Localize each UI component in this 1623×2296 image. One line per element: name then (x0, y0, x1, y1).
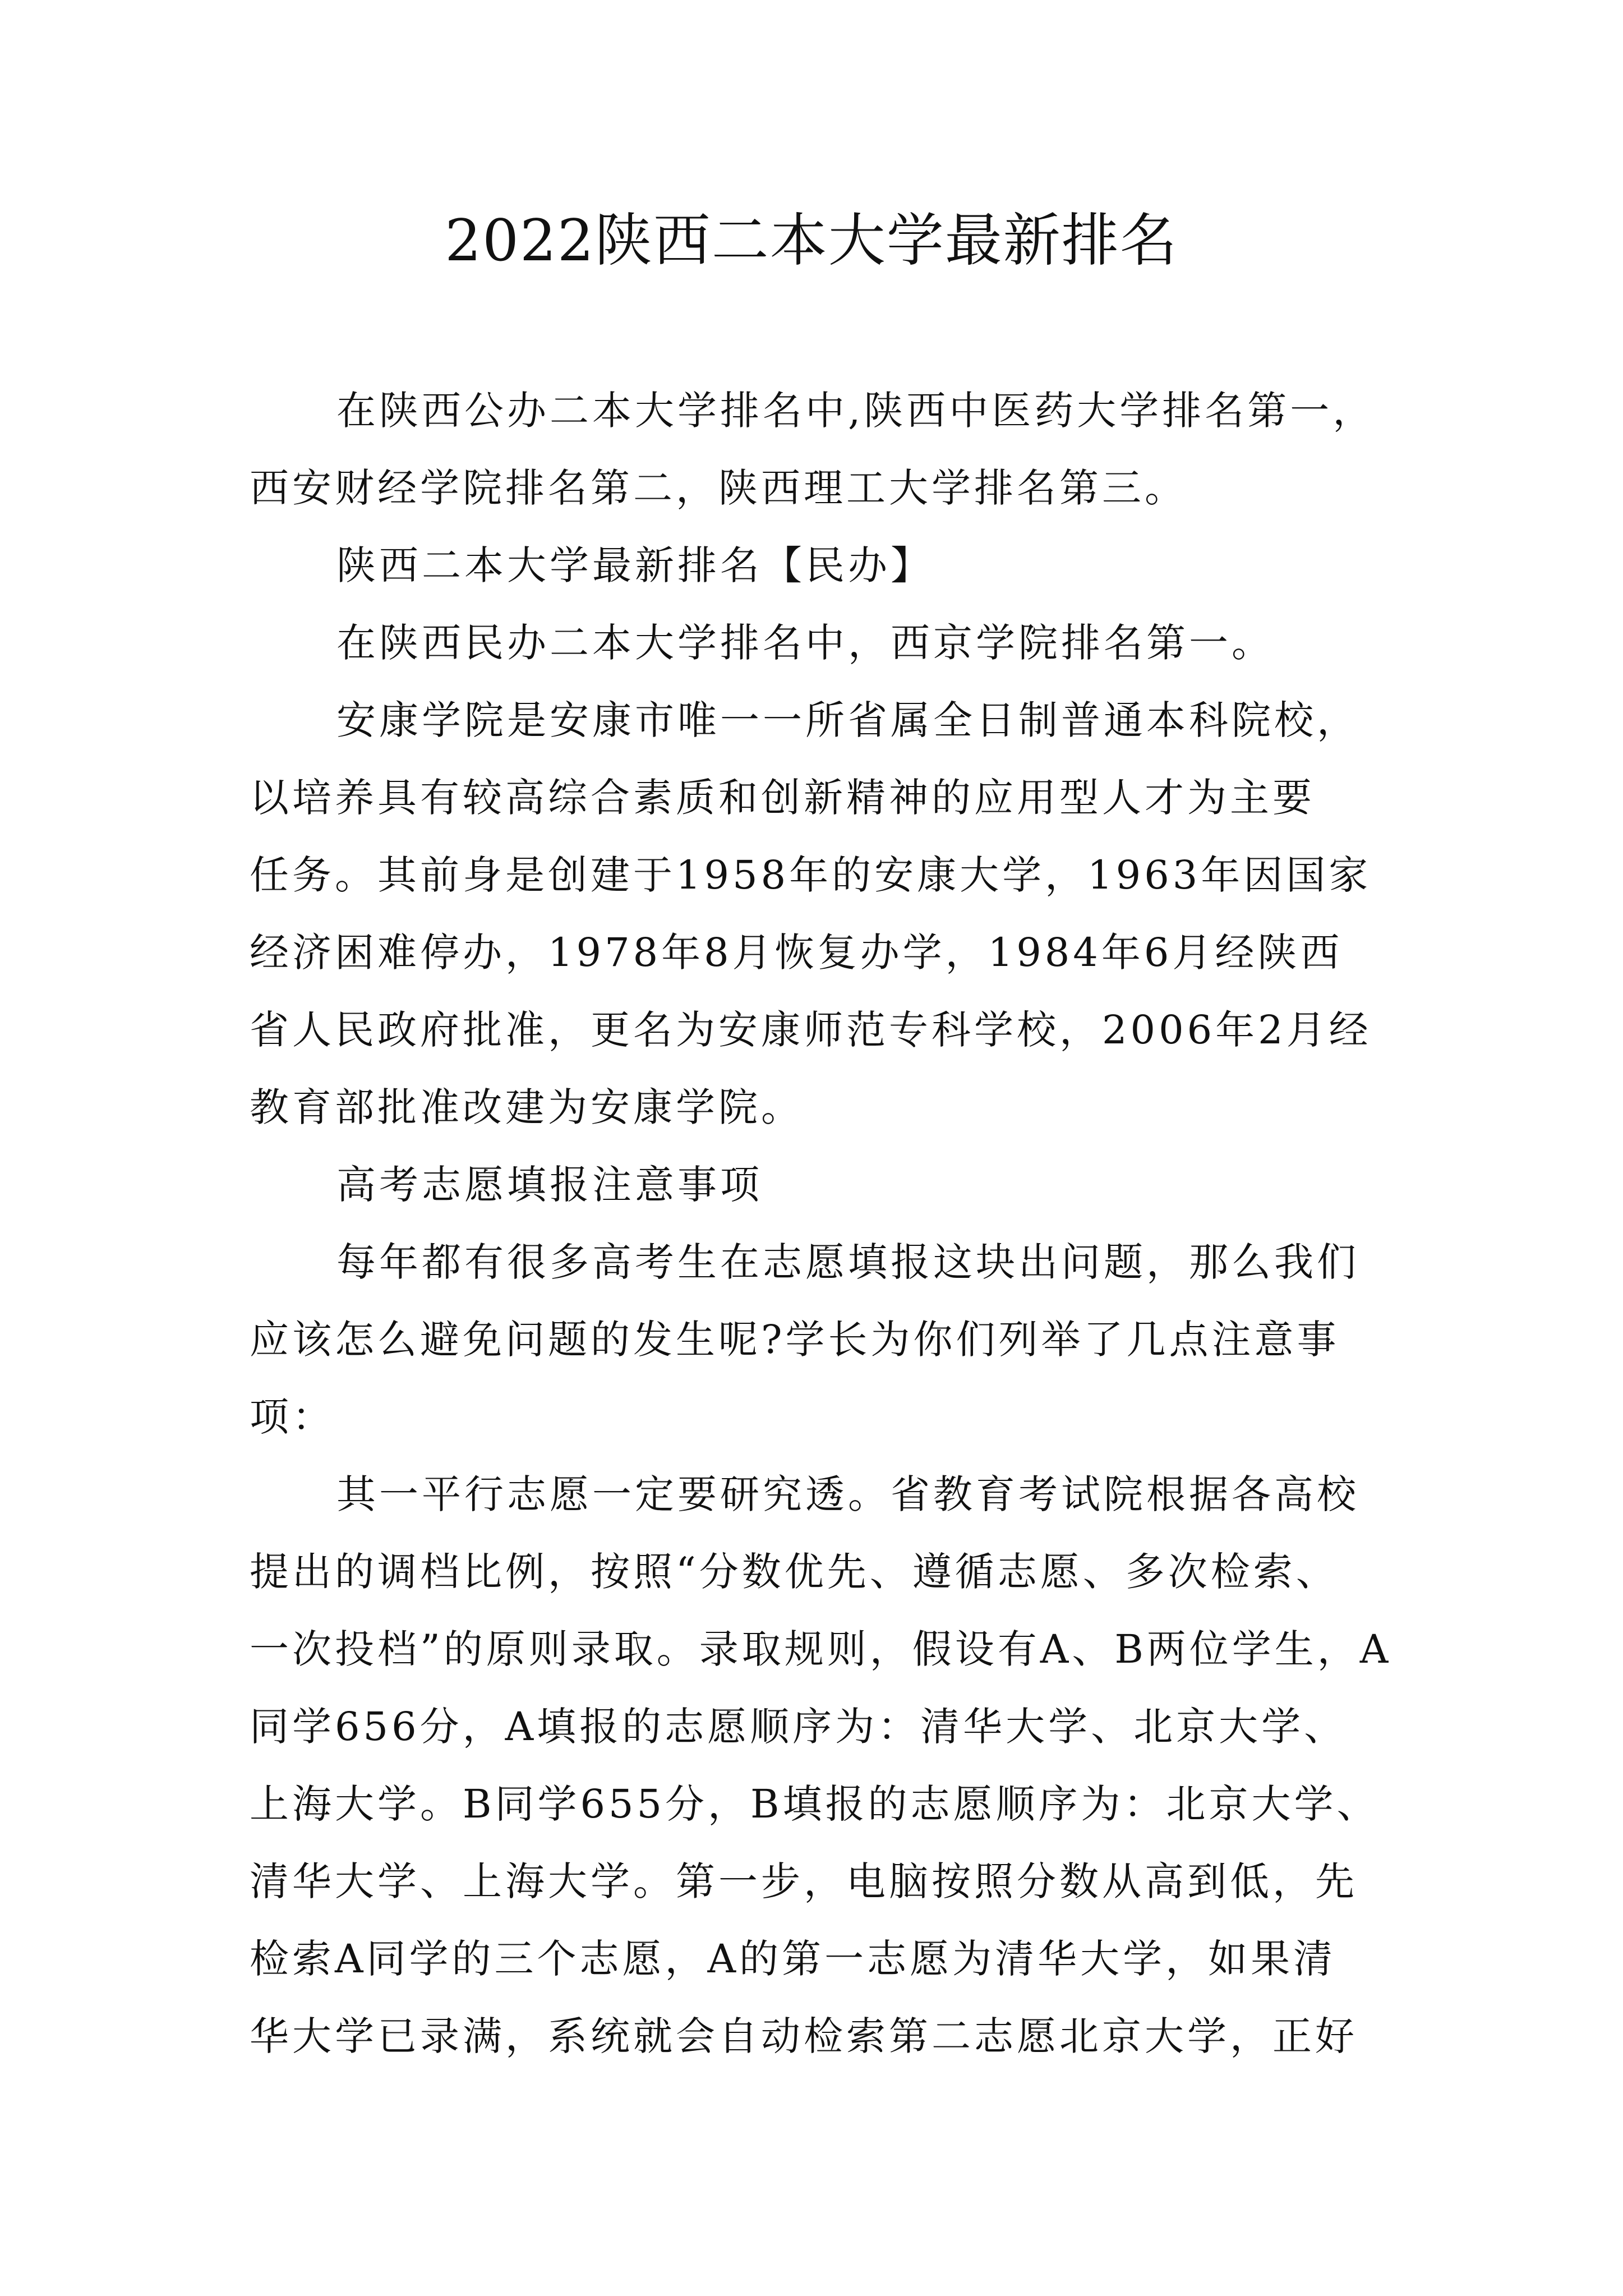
paragraph-line: 项： (250, 1394, 335, 1440)
paragraph-line: 经济困难停办，1978年8月恢复办学，1984年6月经陕西 (250, 930, 1343, 976)
paragraph-line: 清华大学、上海大学。第一步，电脑按照分数从高到低，先 (250, 1858, 1358, 1904)
section-heading: 陕西二本大学最新排名【民办】 (336, 542, 933, 588)
paragraph-line: 应该怎么避免问题的发生呢?学长为你们列举了几点注意事 (250, 1317, 1340, 1363)
paragraph-line: 在陕西民办二本大学排名中，西京学院排名第一。 (336, 620, 1274, 666)
paragraph-line: 安康学院是安康市唯一一所省属全日制普通本科院校， (336, 697, 1359, 743)
paragraph-line: 提出的调档比例，按照“分数优先、遵循志愿、多次检索、 (250, 1549, 1339, 1595)
paragraph-line: 以培养具有较高综合素质和创新精神的应用型人才为主要 (250, 775, 1315, 821)
paragraph-line: 省人民政府批准，更名为安康师范专科学校，2006年2月经 (250, 1007, 1372, 1053)
paragraph-line: 检索A同学的三个志愿，A的第一志愿为清华大学，如果清 (250, 1936, 1336, 1982)
paragraph-line: 其一平行志愿一定要研究透。省教育考试院根据各高校 (336, 1471, 1359, 1517)
paragraph-line: 每年都有很多高考生在志愿填报这块出问题，那么我们 (336, 1239, 1359, 1285)
paragraph-line: 一次投档”的原则录取。录取规则，假设有A、B两位学生，A (250, 1626, 1392, 1672)
paragraph-line: 上海大学。B同学655分，B填报的志愿顺序为：北京大学、 (250, 1781, 1380, 1827)
paragraph-line: 华大学已录满，系统就会自动检索第二志愿北京大学，正好 (250, 2013, 1358, 2059)
paragraph-line: 西安财经学院排名第二，陕西理工大学排名第三。 (250, 465, 1187, 511)
paragraph-line: 同学656分，A填报的志愿顺序为：清华大学、北京大学、 (250, 1704, 1347, 1750)
document-title: 2022陕西二本大学最新排名 (445, 208, 1178, 274)
paragraph-line: 在陕西公办二本大学排名中,陕西中医药大学排名第一， (336, 388, 1376, 434)
section-heading: 高考志愿填报注意事项 (336, 1162, 763, 1208)
paragraph-line: 教育部批准改建为安康学院。 (250, 1084, 804, 1130)
paragraph-line: 任务。其前身是创建于1958年的安康大学，1963年因国家 (250, 852, 1372, 898)
